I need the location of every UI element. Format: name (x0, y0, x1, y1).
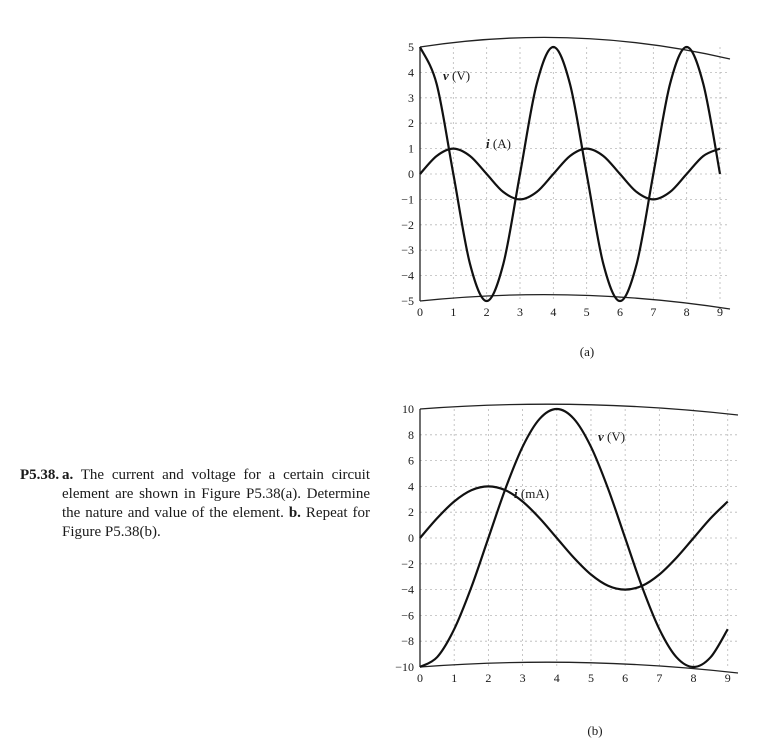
figure-caption: (a) (579, 344, 595, 359)
series-label: i (mA) (514, 486, 550, 501)
y-tick-label: −10 (395, 660, 414, 674)
part-b-label: b. (288, 505, 301, 521)
chart-b (395, 402, 738, 738)
y-tick-label: 6 (408, 453, 414, 468)
y-tick-label: 8 (408, 427, 414, 442)
y-tick-label: 0 (408, 167, 414, 181)
y-tick-label: −3 (401, 243, 414, 258)
x-tick-label: 7 (650, 305, 657, 319)
y-tick-label: 10 (402, 402, 414, 416)
problem-number: P5.38. (20, 467, 60, 483)
x-tick-label: 4 (553, 671, 560, 685)
y-tick-label: −6 (401, 608, 414, 623)
x-tick-label: 9 (717, 305, 723, 319)
figure-caption: (b) (587, 723, 603, 738)
series-label: v (V) (598, 429, 626, 444)
y-tick-label: 3 (408, 90, 414, 105)
x-tick-label: 1 (450, 305, 457, 319)
x-tick-label: 8 (690, 671, 697, 685)
x-tick-label: 4 (550, 305, 557, 319)
x-tick-label: 1 (451, 671, 458, 685)
x-tick-label: 5 (583, 305, 590, 319)
x-tick-label: 0 (417, 305, 423, 319)
x-tick-label: 2 (485, 671, 492, 685)
y-tick-label: 2 (408, 505, 414, 520)
y-tick-label: 4 (408, 479, 414, 494)
y-tick-label: −1 (401, 192, 414, 207)
x-tick-label: 2 (483, 305, 490, 319)
part-a-label: a. (62, 467, 74, 483)
x-tick-label: 6 (622, 671, 629, 685)
x-tick-label: 5 (587, 671, 594, 685)
y-tick-label: 2 (408, 116, 414, 131)
x-tick-label: 0 (417, 671, 423, 685)
x-tick-label: 6 (617, 305, 623, 319)
part-a-text: The current and voltage for a certain circuit element are shown in Figure P5.38(a). Determine the nature and value of the element. (62, 467, 370, 521)
y-tick-label: −5 (401, 294, 414, 308)
part-b-text: Repeat for Figure P5.38(b). (62, 505, 371, 540)
chart-a (401, 37, 730, 359)
y-tick-label: 1 (408, 141, 414, 156)
x-tick-label: 3 (519, 671, 526, 685)
top-border-line (420, 404, 738, 415)
x-tick-label: 9 (724, 671, 731, 685)
y-tick-label: 4 (408, 65, 414, 80)
y-tick-label: 0 (408, 531, 414, 545)
x-tick-label: 7 (656, 671, 663, 685)
y-tick-label: −2 (401, 556, 414, 571)
x-tick-label: 3 (517, 305, 523, 319)
x-tick-label: 8 (683, 305, 690, 319)
y-tick-label: −8 (401, 634, 414, 649)
y-tick-label: −2 (401, 217, 414, 232)
y-tick-label: 5 (408, 40, 414, 54)
y-tick-label: −4 (401, 582, 414, 597)
series-label: i (A) (486, 136, 511, 151)
series-label: v (V) (443, 68, 471, 83)
y-tick-label: −4 (401, 268, 414, 283)
